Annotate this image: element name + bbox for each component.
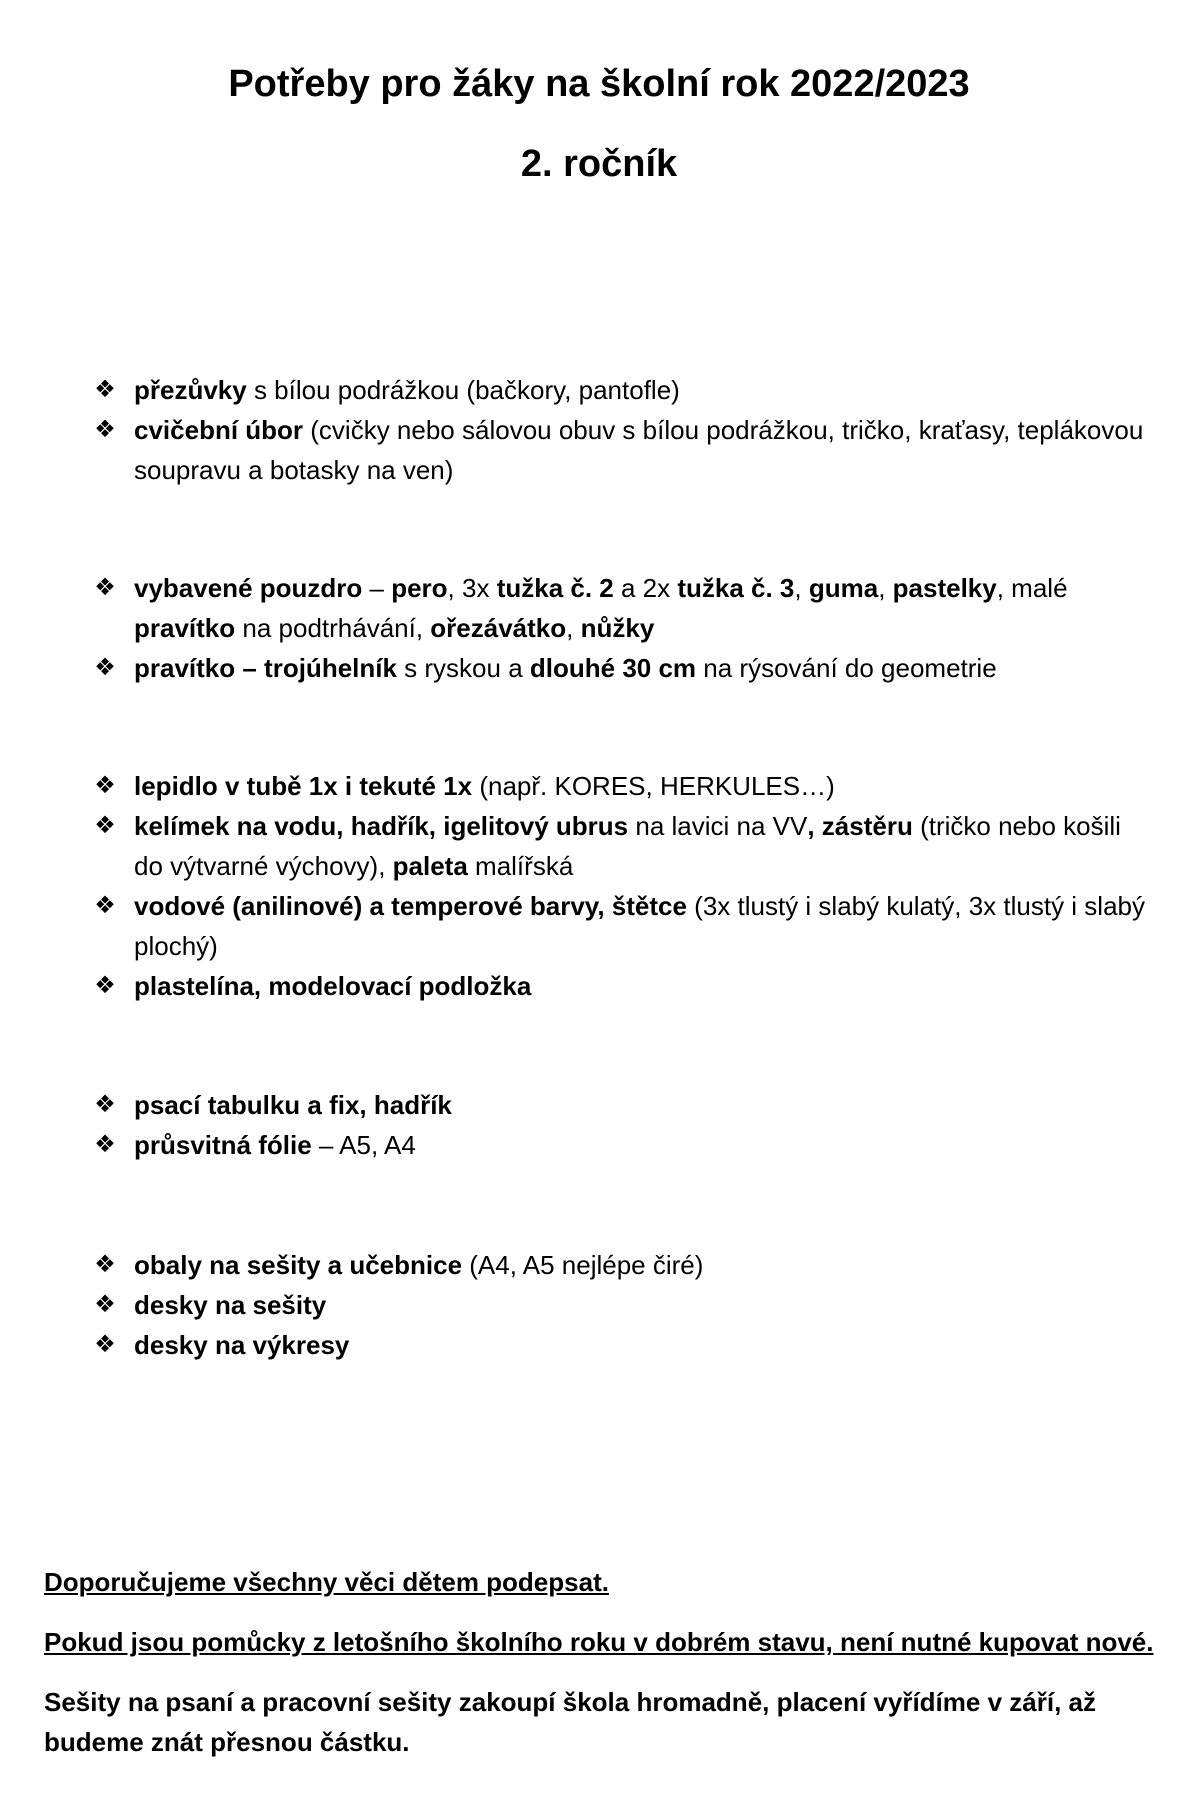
item-text-bold: pero <box>391 573 448 603</box>
item-text: , <box>566 613 581 643</box>
diamond-bullet-icon: ❖ <box>94 972 116 999</box>
diamond-bullet-icon: ❖ <box>94 772 116 799</box>
diamond-bullet-icon: ❖ <box>94 1091 116 1118</box>
list-item <box>90 966 1150 1006</box>
list-item <box>90 1325 1150 1365</box>
item-text: , <box>794 573 809 603</box>
diamond-bullet-icon: ❖ <box>94 376 116 403</box>
item-text-bold: přezůvky <box>134 375 247 405</box>
list-item <box>90 766 1150 806</box>
item-text-bold: psací tabulku a fix, hadřík <box>134 1090 452 1120</box>
list-item <box>90 1285 1150 1325</box>
note-workbooks-payment: Sešity na psaní a pracovní sešity zakoupí škola hromadně, placení vyřídíme v září, až budeme znát přesnou částku. <box>44 1687 1096 1757</box>
item-text: – A5, A4 <box>311 1130 416 1160</box>
item-text: – <box>362 573 392 603</box>
diamond-bullet-icon: ❖ <box>94 812 116 839</box>
document-title: Potřeby pro žáky na školní rok 2022/2023 <box>228 63 970 105</box>
supply-group-clothing <box>90 370 1150 490</box>
list-item <box>90 1085 1150 1125</box>
diamond-bullet-icon: ❖ <box>94 1131 116 1158</box>
item-text-bold: tužka č. 3 <box>677 573 795 603</box>
item-text-bold: pravítko – trojúhelník <box>134 653 397 683</box>
list-item <box>90 886 1150 966</box>
item-text-bold: pravítko <box>134 613 236 643</box>
item-text-bold: paleta <box>392 851 468 881</box>
item-text: (A4, A5 nejlépe čiré) <box>462 1250 704 1280</box>
diamond-bullet-icon: ❖ <box>94 1331 116 1358</box>
list-item <box>90 568 1150 648</box>
list-item <box>90 1245 1150 1285</box>
list-item <box>90 410 1150 490</box>
item-text-bold: desky na sešity <box>134 1290 327 1320</box>
diamond-bullet-icon: ❖ <box>94 416 116 443</box>
diamond-bullet-icon: ❖ <box>94 654 116 681</box>
item-text: na podtrhávání, <box>235 613 431 643</box>
item-text-bold: kelímek na vodu, hadřík, igelitový ubrus <box>134 811 629 841</box>
item-text-bold: pastelky <box>892 573 997 603</box>
item-text-bold: , zástěru <box>807 811 913 841</box>
item-text: , 3x <box>447 573 497 603</box>
item-text-bold: guma <box>808 573 879 603</box>
note-reuse-supplies: Pokud jsou pomůcky z letošního školního roku v dobrém stavu, není nutné kupovat nové. <box>44 1627 1154 1657</box>
item-text-bold: desky na výkresy <box>134 1330 350 1360</box>
list-item <box>90 1125 1150 1165</box>
supply-group-covers <box>90 1245 1150 1365</box>
item-text: (tričko nebo košili do výtvarné výchovy), <box>134 811 1121 881</box>
item-text-bold: lepidlo v tubě 1x i tekuté 1x <box>134 771 473 801</box>
item-text: na rýsování do geometrie <box>696 653 997 683</box>
diamond-bullet-icon: ❖ <box>94 1291 116 1318</box>
list-item <box>90 806 1150 886</box>
item-text: , malé <box>996 573 1068 603</box>
list-item <box>90 648 1150 688</box>
item-text: , <box>878 573 893 603</box>
list-item <box>90 370 1150 410</box>
item-text-bold: tužka č. 2 <box>496 573 614 603</box>
item-text: (např. KORES, HERKULES…) <box>472 771 835 801</box>
item-text-bold: obaly na sešity a učebnice <box>134 1250 463 1280</box>
supply-group-writing-board <box>90 1085 1150 1165</box>
document-subtitle: 2. ročník <box>520 143 678 185</box>
item-text-bold: vodové (anilinové) a temperové barvy, štětce <box>134 891 687 921</box>
diamond-bullet-icon: ❖ <box>94 892 116 919</box>
item-text: (3x tlustý i slabý kulatý, 3x tlustý i slabý plochý) <box>134 891 1145 961</box>
note-sign-items: Doporučujeme všechny věci dětem podepsat. <box>44 1567 609 1597</box>
diamond-bullet-icon: ❖ <box>94 1251 116 1278</box>
item-text-bold: cvičební úbor <box>134 415 304 445</box>
item-text: a 2x <box>613 573 678 603</box>
item-text: (cvičky nebo sálovou obuv s bílou podrážkou, tričko, kraťasy, teplákovou soupravu a botasky na ven) <box>134 415 1144 485</box>
diamond-bullet-icon: ❖ <box>94 574 116 601</box>
item-text: malířská <box>467 851 574 881</box>
item-text-bold: dlouhé 30 cm <box>529 653 697 683</box>
supply-group-art <box>90 766 1150 1006</box>
item-text-bold: nůžky <box>580 613 655 643</box>
item-text: s ryskou a <box>396 653 530 683</box>
item-text-bold: ořezávátko <box>430 613 567 643</box>
item-text-bold: průsvitná fólie <box>134 1130 312 1160</box>
item-text-bold: plastelína, modelovací podložka <box>134 971 532 1001</box>
item-text-bold: vybavené pouzdro <box>134 573 363 603</box>
item-text: s bílou podrážkou (bačkory, pantofle) <box>246 375 680 405</box>
supply-group-pencil-case <box>90 568 1150 688</box>
item-text: na lavici na VV <box>628 811 808 841</box>
